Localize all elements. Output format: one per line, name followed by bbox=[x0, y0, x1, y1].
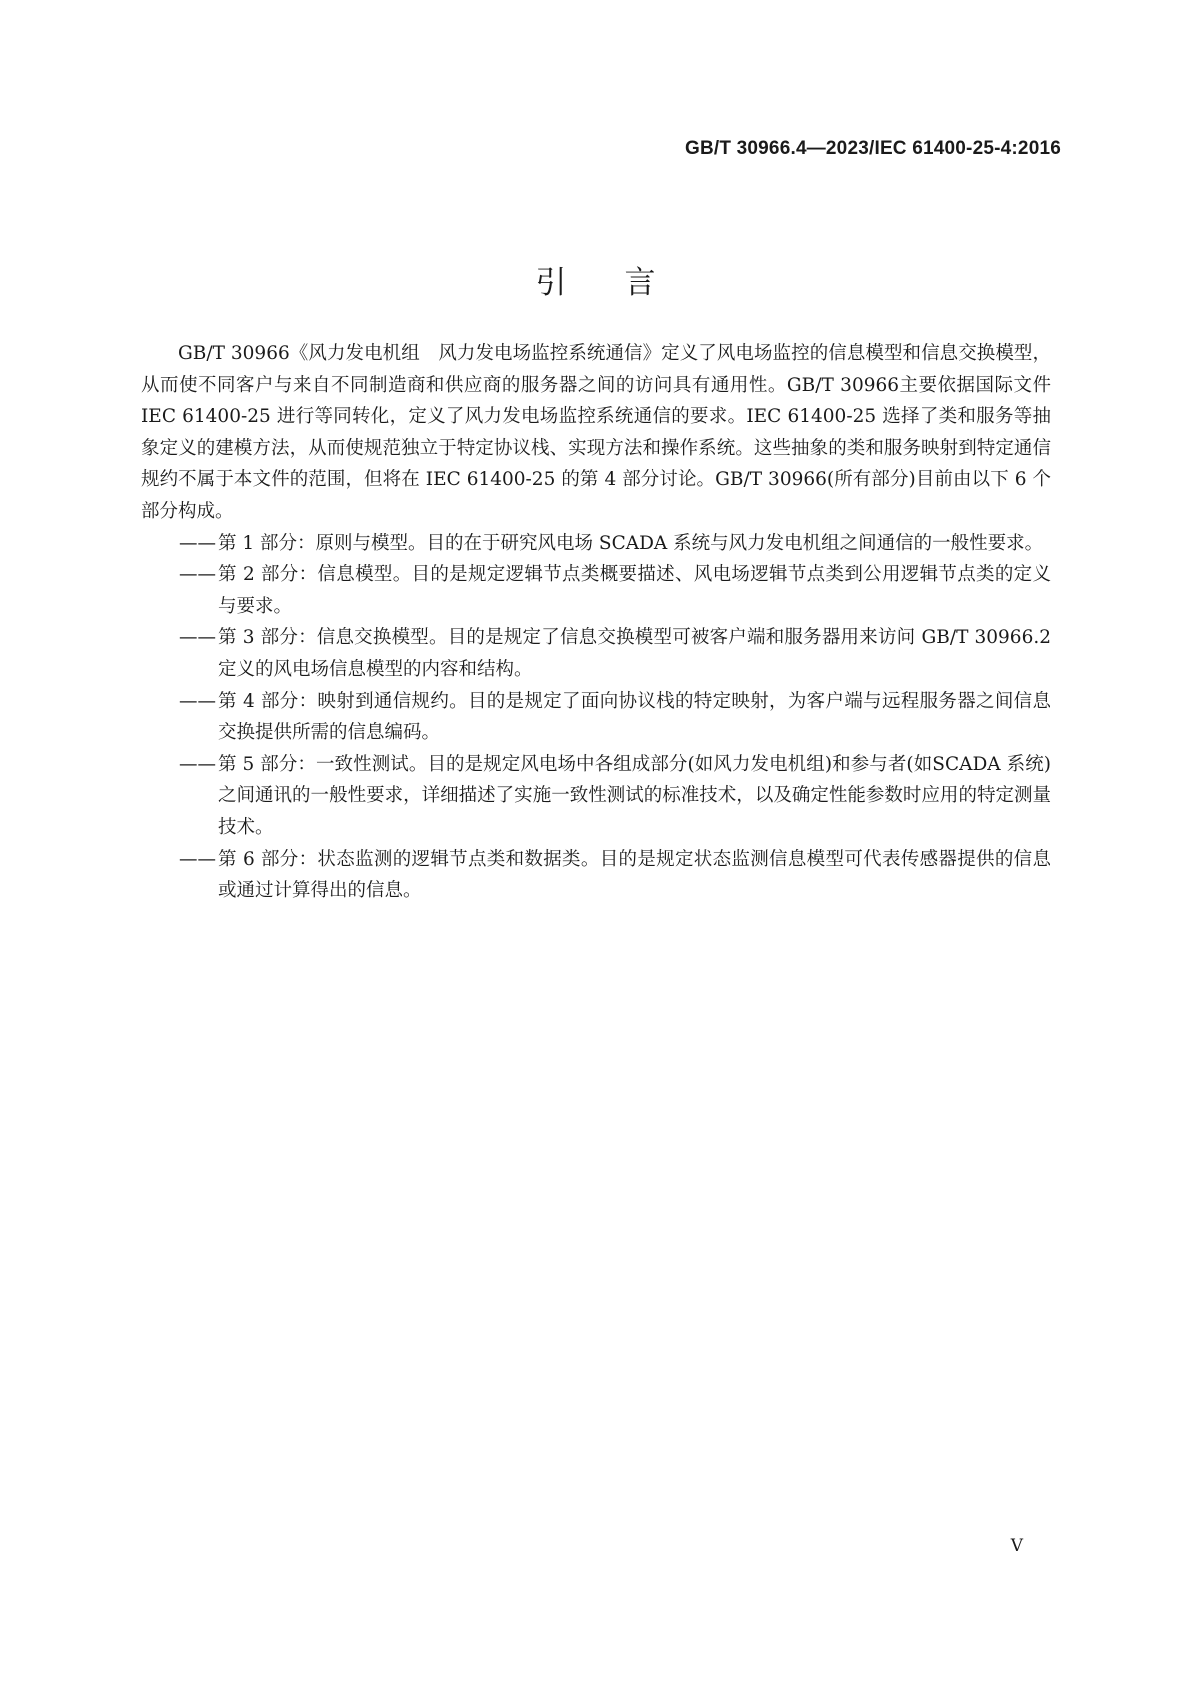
list-item-text: 第 5 部分：一致性测试。目的是规定风电场中各组成部分(如风力发电机组)和参与者(如SCADA 系统)之间通讯的一般性要求，详细描述了实施一致性测试的标准技术，以及确定性能参数时应用的特定测量技术。 bbox=[218, 753, 1051, 838]
list-dash: —— bbox=[179, 753, 216, 775]
list-item bbox=[141, 686, 1051, 749]
list-item bbox=[141, 844, 1051, 907]
list-dash: —— bbox=[179, 690, 216, 712]
page-number: V bbox=[1010, 1536, 1023, 1556]
document-body bbox=[141, 338, 1051, 907]
list-item bbox=[141, 622, 1051, 685]
intro-paragraph: GB/T 30966《风力发电机组 风力发电场监控系统通信》定义了风电场监控的信息模型和信息交换模型，从而使不同客户与来自不同制造商和供应商的服务器之间的访问具有通用性。GB/T 30966主要依据国际文件 IEC 61400-25 进行等同转化，定义了风力发电场监控系统通信的要求。IEC 61400-25 选择了类和服务等抽象定义的建模方法，从而使规范独立于特定协议栈、实现方法和操作系统。这些抽象的类和服务映射到特定通信规约不属于本文件的范围，但将在 IEC 61400-25 的第 4 部分讨论。GB/T 30966(所有部分)目前由以下 6 个部分构成。 bbox=[141, 343, 1051, 522]
list-item-text: 第 2 部分：信息模型。目的是规定逻辑节点类概要描述、风电场逻辑节点类到公用逻辑节点类的定义与要求。 bbox=[218, 564, 1051, 617]
list-item bbox=[141, 749, 1051, 844]
list-dash: —— bbox=[179, 564, 216, 586]
list-dash: —— bbox=[179, 627, 216, 649]
list-item-text: 第 1 部分：原则与模型。目的在于研究风电场 SCADA 系统与风力发电机组之间通信的一般性要求。 bbox=[218, 532, 1044, 554]
list-item-text: 第 6 部分：状态监测的逻辑节点类和数据类。目的是规定状态监测信息模型可代表传感器提供的信息或通过计算得出的信息。 bbox=[218, 848, 1051, 902]
list-item-text: 第 3 部分：信息交换模型。目的是规定了信息交换模型可被客户端和服务器用来访问 GB/T 30966.2定义的风电场信息模型的内容和结构。 bbox=[218, 627, 1051, 680]
list-item bbox=[141, 528, 1051, 560]
page-title: 引言 bbox=[535, 264, 714, 301]
list-item-text: 第 4 部分：映射到通信规约。目的是规定了面向协议栈的特定映射，为客户端与远程服务器之间信息交换提供所需的信息编码。 bbox=[218, 690, 1051, 744]
parts-list bbox=[141, 528, 1051, 907]
list-dash: —— bbox=[179, 532, 216, 554]
standard-code: GB/T 30966.4—2023/IEC 61400-25-4:2016 bbox=[684, 138, 1061, 159]
list-item bbox=[141, 559, 1051, 622]
list-dash: —— bbox=[179, 848, 216, 870]
